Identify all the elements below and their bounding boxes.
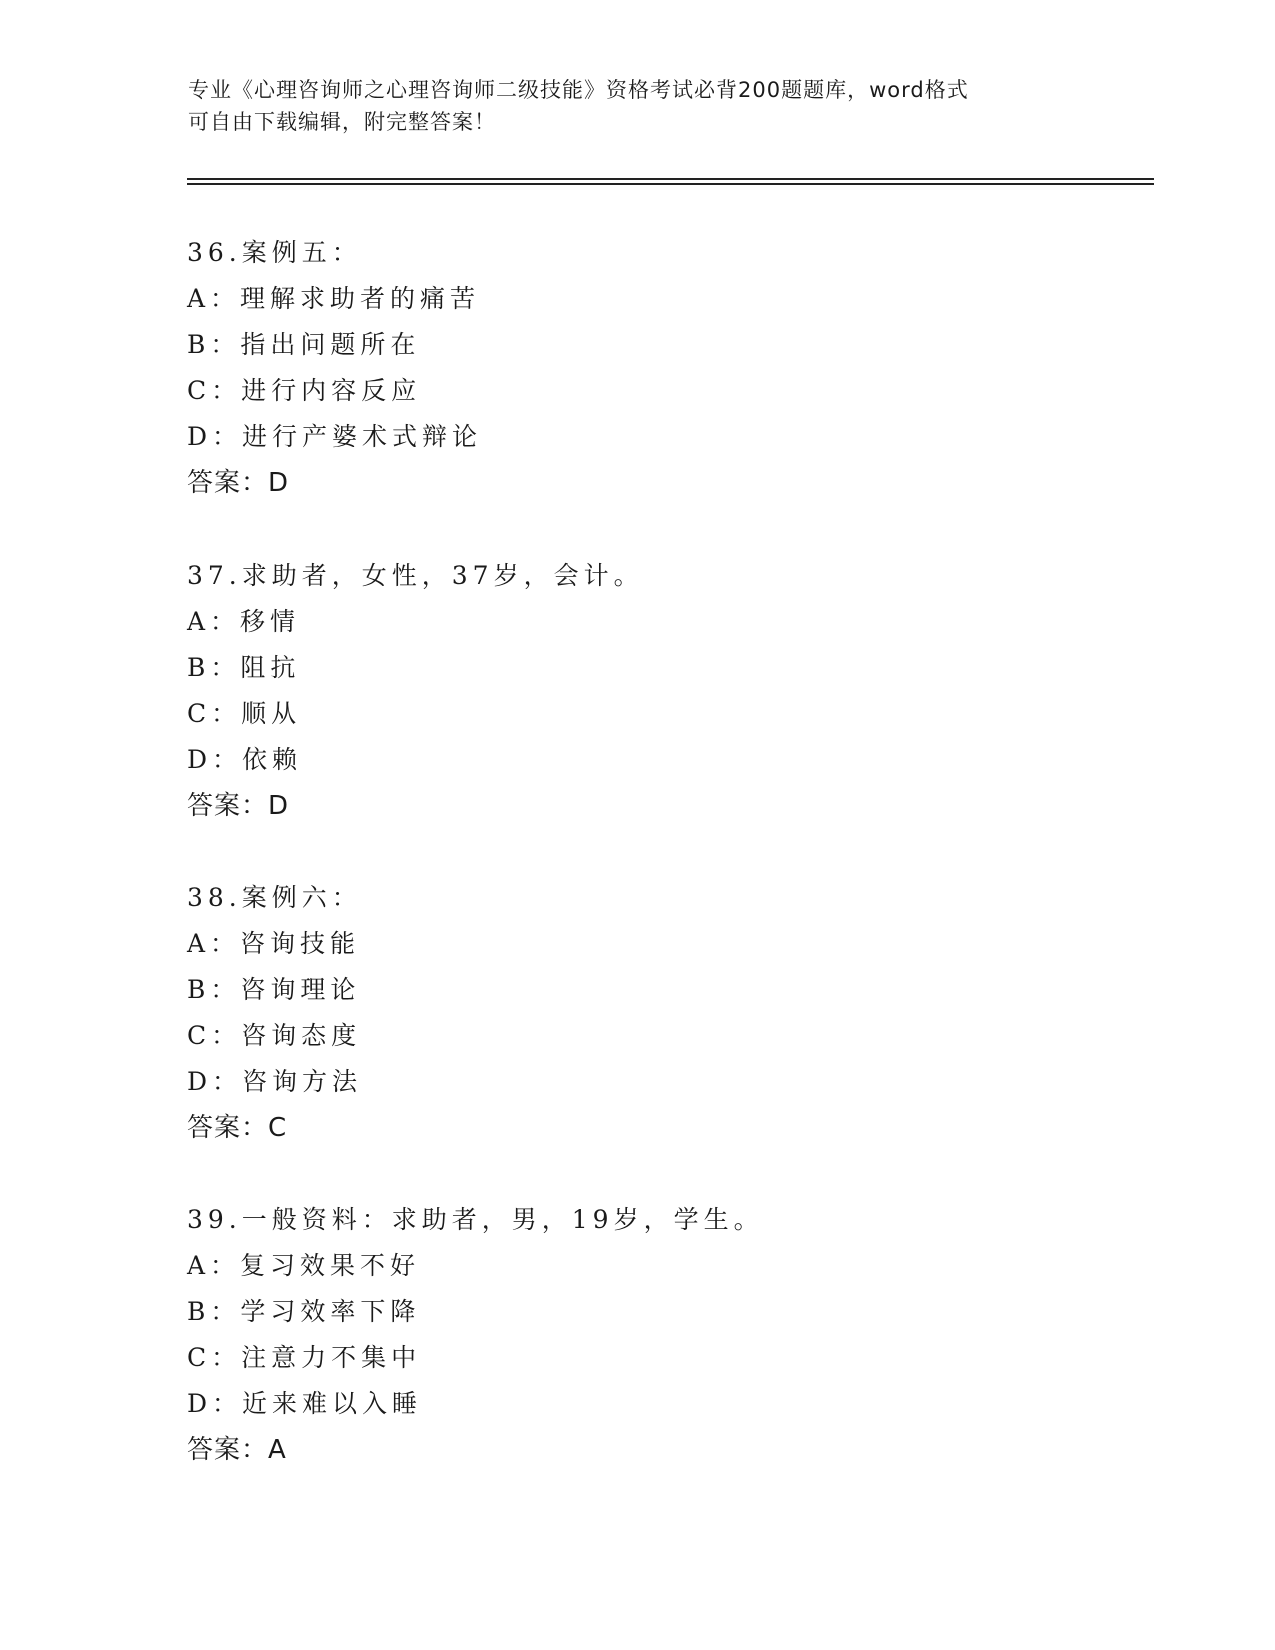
option-c: C：顺从	[187, 699, 302, 728]
option-d: D：咨询方法	[187, 1067, 363, 1096]
option-b: B：指出问题所在	[187, 330, 421, 359]
answer: 答案：C	[187, 1113, 288, 1143]
header-line-2: 可自由下载编辑，附完整答案！	[188, 110, 496, 134]
question-stem: 39.一般资料：求助者，男，19岁，学生。	[187, 1205, 764, 1234]
question-36	[187, 230, 1087, 506]
answer: 答案：D	[187, 468, 290, 498]
question-stem: 37.求助者，女性，37岁，会计。	[187, 561, 644, 590]
option-a: A：移情	[187, 607, 301, 636]
question-stem: 38.案例六：	[187, 883, 362, 912]
option-d: D：近来难以入睡	[187, 1389, 423, 1418]
question-39	[187, 1197, 1087, 1473]
question-37	[187, 553, 1087, 829]
header-divider-bottom	[187, 183, 1154, 185]
option-b: B：学习效率下降	[187, 1297, 421, 1326]
option-a: A：咨询技能	[187, 929, 361, 958]
document-header	[188, 74, 1088, 138]
option-a: A：理解求助者的痛苦	[187, 284, 481, 313]
answer: 答案：D	[187, 791, 290, 821]
header-line-1: 专业《心理咨询师之心理咨询师二级技能》资格考试必背200题题库，word格式	[188, 78, 969, 102]
option-a: A：复习效果不好	[187, 1251, 421, 1280]
header-divider-top	[187, 178, 1154, 180]
question-38	[187, 875, 1087, 1151]
option-d: D：依赖	[187, 745, 303, 774]
option-c: C：进行内容反应	[187, 376, 422, 405]
option-d: D：进行产婆术式辩论	[187, 422, 483, 451]
option-b: B：阻抗	[187, 653, 301, 682]
option-c: C：注意力不集中	[187, 1343, 422, 1372]
answer: 答案：A	[187, 1435, 287, 1465]
option-c: C：咨询态度	[187, 1021, 362, 1050]
question-stem: 36.案例五：	[187, 238, 362, 267]
option-b: B：咨询理论	[187, 975, 361, 1004]
